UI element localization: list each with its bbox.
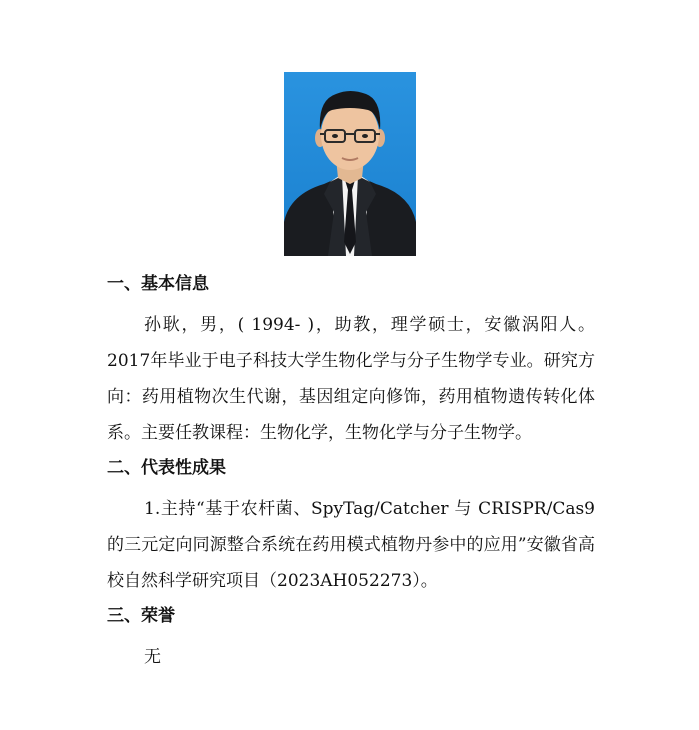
section-heading-basic-info: 一、基本信息 [107, 274, 209, 294]
section-heading-achievements: 二、代表性成果 [107, 458, 226, 478]
basic-info-paragraph: 孙耿，男，( 1994- )，助教，理学硕士，安徽涡阳人。2017年毕业于电子科技大学生物化学与分子生物学专业。研究方向：药用植物次生代谢，基因组定向修饰，药用植物遗传转化体系。主要任教课程：生物化学，生物化学与分子生物学。 [107, 315, 595, 443]
section-heading-honors: 三、荣誉 [107, 606, 175, 626]
honors-paragraph: 无 [144, 647, 161, 667]
portrait-photo [284, 72, 416, 256]
achievements-paragraph: 1.主持“基于农杆菌、SpyTag/Catcher 与 CRISPR/Cas9 的三元定向同源整合系统在药用模式植物丹参中的应用”安徽省高校自然科学研究项目（2023AH052273）。 [107, 499, 595, 591]
